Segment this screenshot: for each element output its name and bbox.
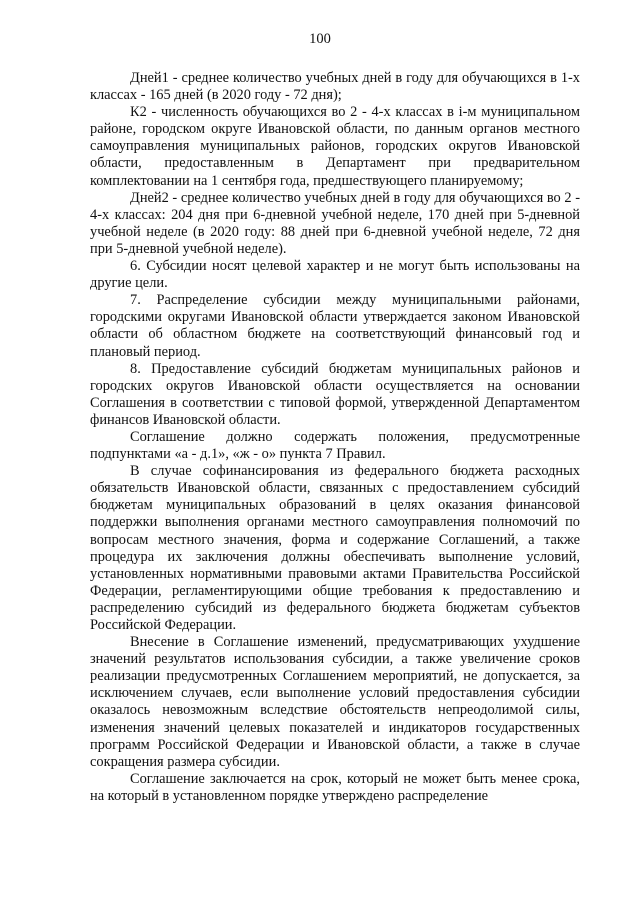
paragraph-days2: Дней2 - среднее количество учебных дней в году для обучающихся во 2 - 4-х классах: 204 дня при 6-дневной учебной неделе, 170 дней при 5-дневной учебной неделе (в 2020 году: 88 дней при 6-дневной учебной неделе, 72 дня при 5-дневной учебной неделе). xyxy=(90,189,580,257)
paragraph-cofinancing: В случае софинансирования из федерального бюджета расходных обязательств Ивановской области, связанных с предоставлением субсидий бюджетам муниципальных образований в целях оказания финансовой поддержки выполнения органами местного самоуправления полномочий по вопросам местного значения, форма и содержание Соглашений, а также процедура их заключения должны обеспечивать выполнение условий, установленных нормативными правовыми актами Правительства Российской Федерации, регламентирующими общие требования к предоставлению и распределению субсидий из федерального бюджета бюджетам субъектов Российской Федерации. xyxy=(90,463,580,633)
paragraph-k2: К2 - численность обучающихся во 2 - 4-х классах в i-м муниципальном районе, городском округе Ивановской области, по данным органов местного самоуправления муниципальных районов, городских округов Ивановской области, предоставленным в Департамент при предварительном комплектовании на 1 сентября года, предшествующего планируемому; xyxy=(90,104,580,189)
paragraph-item-6: 6. Субсидии носят целевой характер и не могут быть использованы на другие цели. xyxy=(90,258,580,292)
paragraph-agreement-provisions: Соглашение должно содержать положения, предусмотренные подпунктами «а - д.1», «ж - о» пункта 7 Правил. xyxy=(90,428,580,463)
paragraph-item-7: 7. Распределение субсидии между муниципальными районами, городскими округами Ивановской области утверждается законом Ивановской области об областном бюджете на соответствующий финансовый год и плановый период. xyxy=(90,292,580,360)
paragraph-agreement-term: Соглашение заключается на срок, который не может быть менее срока, на который в установленном порядке утверждено распределение xyxy=(90,770,580,804)
page-number: 100 xyxy=(309,31,331,47)
paragraph-item-8: 8. Предоставление субсидий бюджетам муниципальных районов и городских округов Ивановской области осуществляется на основании Соглашения в соответствии с типовой формой, утвержденной Департаментом финансов Ивановской области. xyxy=(90,360,580,428)
document-body xyxy=(90,70,580,805)
paragraph-amendments: Внесение в Соглашение изменений, предусматривающих ухудшение значений результатов использования субсидии, а также увеличение сроков реализации предусмотренных Соглашением мероприятий, не допускается, за исключением случаев, если выполнение условий предоставления субсидии оказалось невозможным вследствие обстоятельств непреодолимой силы, изменения значений целевых показателей и индикаторов государственных программ Российской Федерации и Ивановской области, а также в случае сокращения размера субсидии. xyxy=(90,634,580,770)
paragraph-days1: Дней1 - среднее количество учебных дней в году для обучающихся в 1-х классах - 165 дней (в 2020 году - 72 дня); xyxy=(90,70,580,104)
